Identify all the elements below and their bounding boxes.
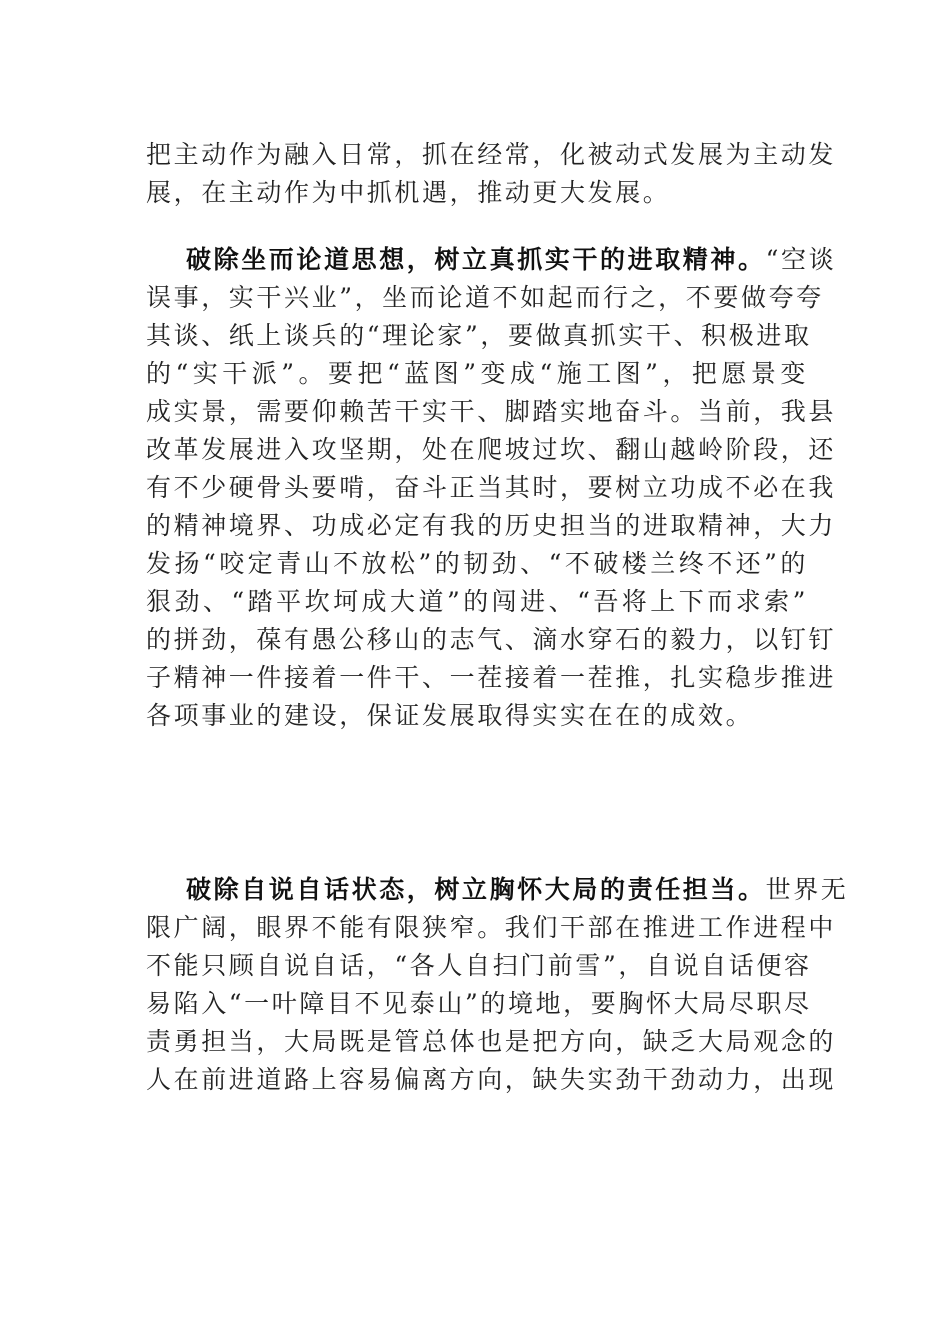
text-fragment: “空谈 bbox=[765, 245, 837, 274]
text-line: 改革发展进入攻坚期，处在爬坡过坎、翻山越岭阶段，还 bbox=[146, 435, 837, 464]
text-line: 发扬“咬定青山不放松”的韧劲、“不破楼兰终不还”的 bbox=[146, 549, 808, 578]
text-line: 展，在主动作为中抓机遇，推动更大发展。 bbox=[146, 178, 671, 207]
text-line: 把主动作为融入日常，抓在经常，化被动式发展为主动发 bbox=[146, 140, 837, 169]
text-line: 成实景，需要仰赖苦干实干、脚踏实地奋斗。当前，我县 bbox=[146, 397, 837, 426]
text-line: 易陷入“一叶障目不见泰山”的境地，要胸怀大局尽职尽 bbox=[146, 989, 812, 1018]
text-line: 的拼劲，葆有愚公移山的志气、滴水穿石的毅力，以钉钉 bbox=[146, 625, 837, 654]
paragraph-3 bbox=[146, 871, 849, 1099]
text-line: 各项事业的建设，保证发展取得实实在在的成效。 bbox=[146, 701, 754, 730]
text-line: 不能只顾自说自话，“各人自扫门前雪”，自说自话便容 bbox=[146, 951, 812, 980]
paragraph-1 bbox=[146, 136, 837, 212]
text-line: 的精神境界、功成必定有我的历史担当的进取精神，大力 bbox=[146, 511, 837, 540]
paragraph-2 bbox=[146, 241, 837, 735]
text-line: 有不少硬骨头要啃，奋斗正当其时，要树立功成不必在我 bbox=[146, 473, 837, 502]
paragraph-heading: 破除自说自话状态，树立胸怀大局的责任担当。 bbox=[186, 875, 766, 904]
paragraph-heading: 破除坐而论道思想，树立真抓实干的进取精神。 bbox=[186, 245, 766, 274]
text-line: 责勇担当，大局既是管总体也是把方向，缺乏大局观念的 bbox=[146, 1027, 837, 1056]
text-line: 的“实干派”。要把“蓝图”变成“施工图”，把愿景变 bbox=[146, 359, 808, 388]
text-line: 误事，实干兴业”，坐而论道不如起而行之，不要做夸夸 bbox=[146, 283, 824, 312]
text-line: 限广阔，眼界不能有限狭窄。我们干部在推进工作进程中 bbox=[146, 913, 837, 942]
paragraph-first-line bbox=[146, 871, 849, 909]
paragraph-first-line bbox=[146, 241, 837, 279]
text-fragment: 世界无 bbox=[765, 875, 849, 904]
text-line: 狠劲、“踏平坎坷成大道”的闯进、“吾将上下而求索” bbox=[146, 587, 808, 616]
text-line: 人在前进道路上容易偏离方向，缺失实劲干劲动力，出现 bbox=[146, 1065, 837, 1094]
text-line: 子精神一件接着一件干、一茬接着一茬推，扎实稳步推进 bbox=[146, 663, 837, 692]
text-line: 其谈、纸上谈兵的“理论家”，要做真抓实干、积极进取 bbox=[146, 321, 812, 350]
